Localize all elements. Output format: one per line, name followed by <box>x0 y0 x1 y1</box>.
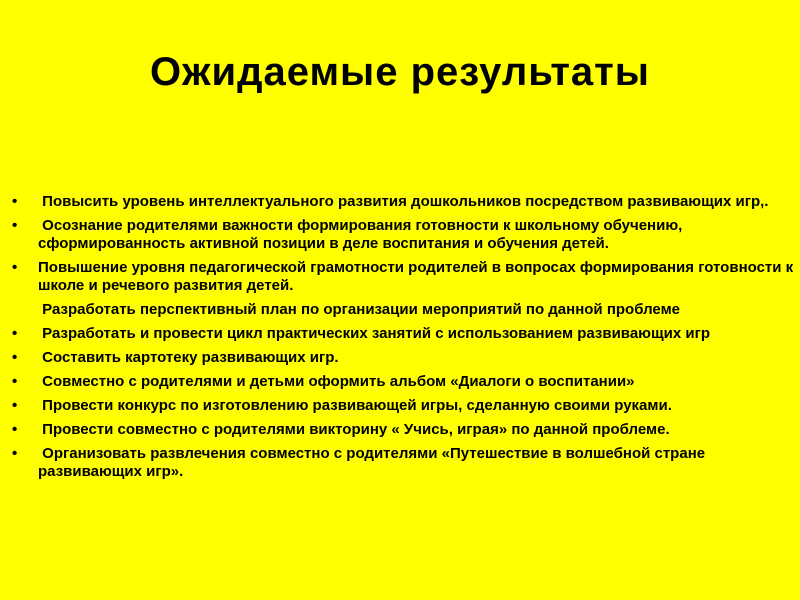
bullet-icon: • <box>12 349 18 366</box>
list-item-text: Составить картотеку развивающих игр. <box>38 349 339 366</box>
list-item-text: Разработать и провести цикл практических занятий с использованием развивающих игр <box>38 325 710 342</box>
list-item-text: Совместно с родителями и детьми оформить альбом «Диалоги о воспитании» <box>38 373 635 390</box>
bullet-icon: • <box>12 325 18 342</box>
list-item <box>12 259 798 295</box>
bullet-icon: • <box>12 217 18 234</box>
list-item <box>12 193 794 211</box>
bullet-icon: • <box>12 421 18 438</box>
list-item <box>12 217 794 253</box>
list-item-text: Организовать развлечения совместно с родителями «Путешествие в волшебной стране развивающих игр». <box>38 445 710 480</box>
list-item-text: Провести совместно с родителями викторину « Учись, играя» по данной проблеме. <box>38 421 670 438</box>
list-item <box>12 373 794 391</box>
list-item <box>12 421 794 439</box>
list-item <box>12 301 794 319</box>
list-item-text: Провести конкурс по изготовлению развивающей игры, сделанную своими руками. <box>38 397 672 414</box>
list-item <box>12 325 794 343</box>
slide-title: Ожидаемые результаты <box>150 50 650 94</box>
bullet-icon: • <box>12 259 18 276</box>
list-item-text: Осознание родителями важности формирования готовности к школьному обучению, сформированность активной позиции в деле воспитания и обучения детей. <box>38 217 687 252</box>
bullet-icon: • <box>12 373 18 390</box>
list-item-text: Разработать перспективный план по организации мероприятий по данной проблеме <box>38 301 681 318</box>
list-item <box>12 397 794 415</box>
bullet-icon: • <box>12 193 18 210</box>
list-item-text: Повысить уровень интеллектуального развития дошкольников посредством развивающих игр,. <box>38 193 769 210</box>
list-item-text: Повышение уровня педагогической грамотности родителей в вопросах формирования готовности к школе и речевого развития детей. <box>38 259 798 294</box>
list-item <box>12 349 794 367</box>
results-list <box>12 193 798 487</box>
bullet-icon: • <box>12 445 18 462</box>
bullet-icon: • <box>12 397 18 414</box>
list-item <box>12 445 794 481</box>
